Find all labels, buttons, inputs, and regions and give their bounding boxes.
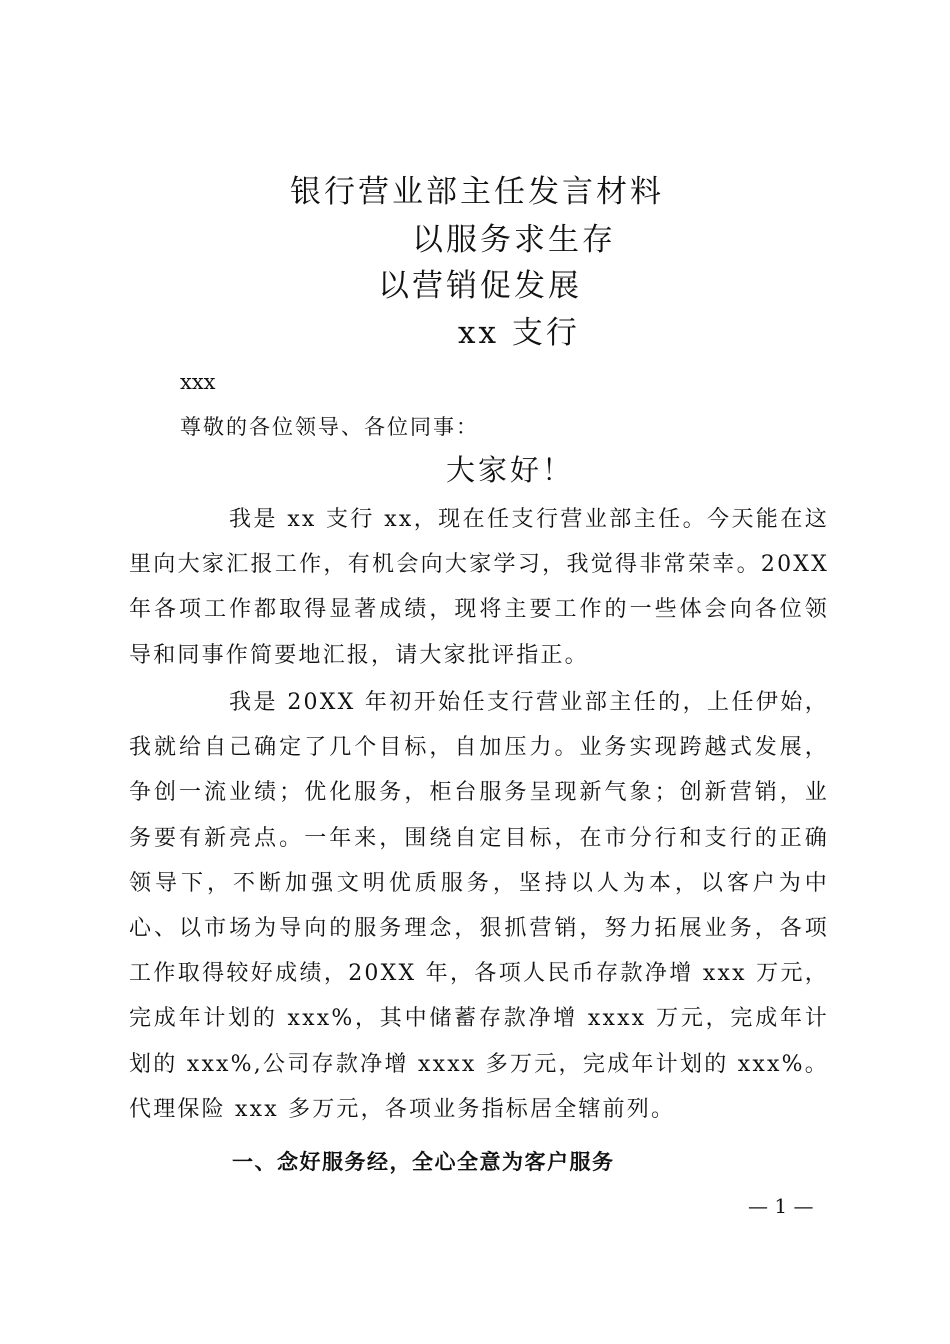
section-heading: 一、念好服务经，全心全意为客户服务 (232, 1150, 615, 1174)
author-name: xxx (180, 370, 216, 394)
body-paragraph-intro: 我是 xx 支行 xx，现在任支行营业部主任。今天能在这里向大家汇报工作，有机会向大家学习，我觉得非常荣幸。20XX 年各项工作都取得显著成绩，现将主要工作的一些体会向各位领导和同事作简要地汇报，请大家批评指正。 (129, 507, 829, 668)
salutation: 尊敬的各位领导、各位同事： (180, 415, 479, 439)
document-title: 银行营业部主任发言材料 (290, 174, 664, 210)
document-subtitle-service: 以服务求生存 (412, 222, 616, 258)
document-subtitle-marketing: 以营销促发展 (378, 268, 582, 304)
body-paragraph-achievements: 我是 20XX 年初开始任支行营业部主任的，上任伊始，我就给自己确定了几个目标，自加压力。业务实现跨越式发展，争创一流业绩；优化服务，柜台服务呈现新气象；创新营销，业务要有新亮点。一年来，围绕自定目标，在市分行和支行的正确领导下，不断加强文明优质服务，坚持以人为本，以客户为中心、以市场为导向的服务理念，狠抓营销，努力拓展业务，各项工作取得较好成绩，20XX 年，各项人民币存款净增 xxx 万元，完成年计划的 xxx%，其中储蓄存款净增 xxxx 万元，完成年计划的 xxx%,公司存款净增 xxxx 多万元，完成年计划的 xxx%。代理保险 xxx 多万元，各项业务指标居全辖前列。 (129, 690, 829, 1122)
page-number: — 1 — (748, 1194, 814, 1218)
branch-name: xx 支行 (458, 315, 580, 351)
greeting: 大家好！ (446, 453, 575, 487)
